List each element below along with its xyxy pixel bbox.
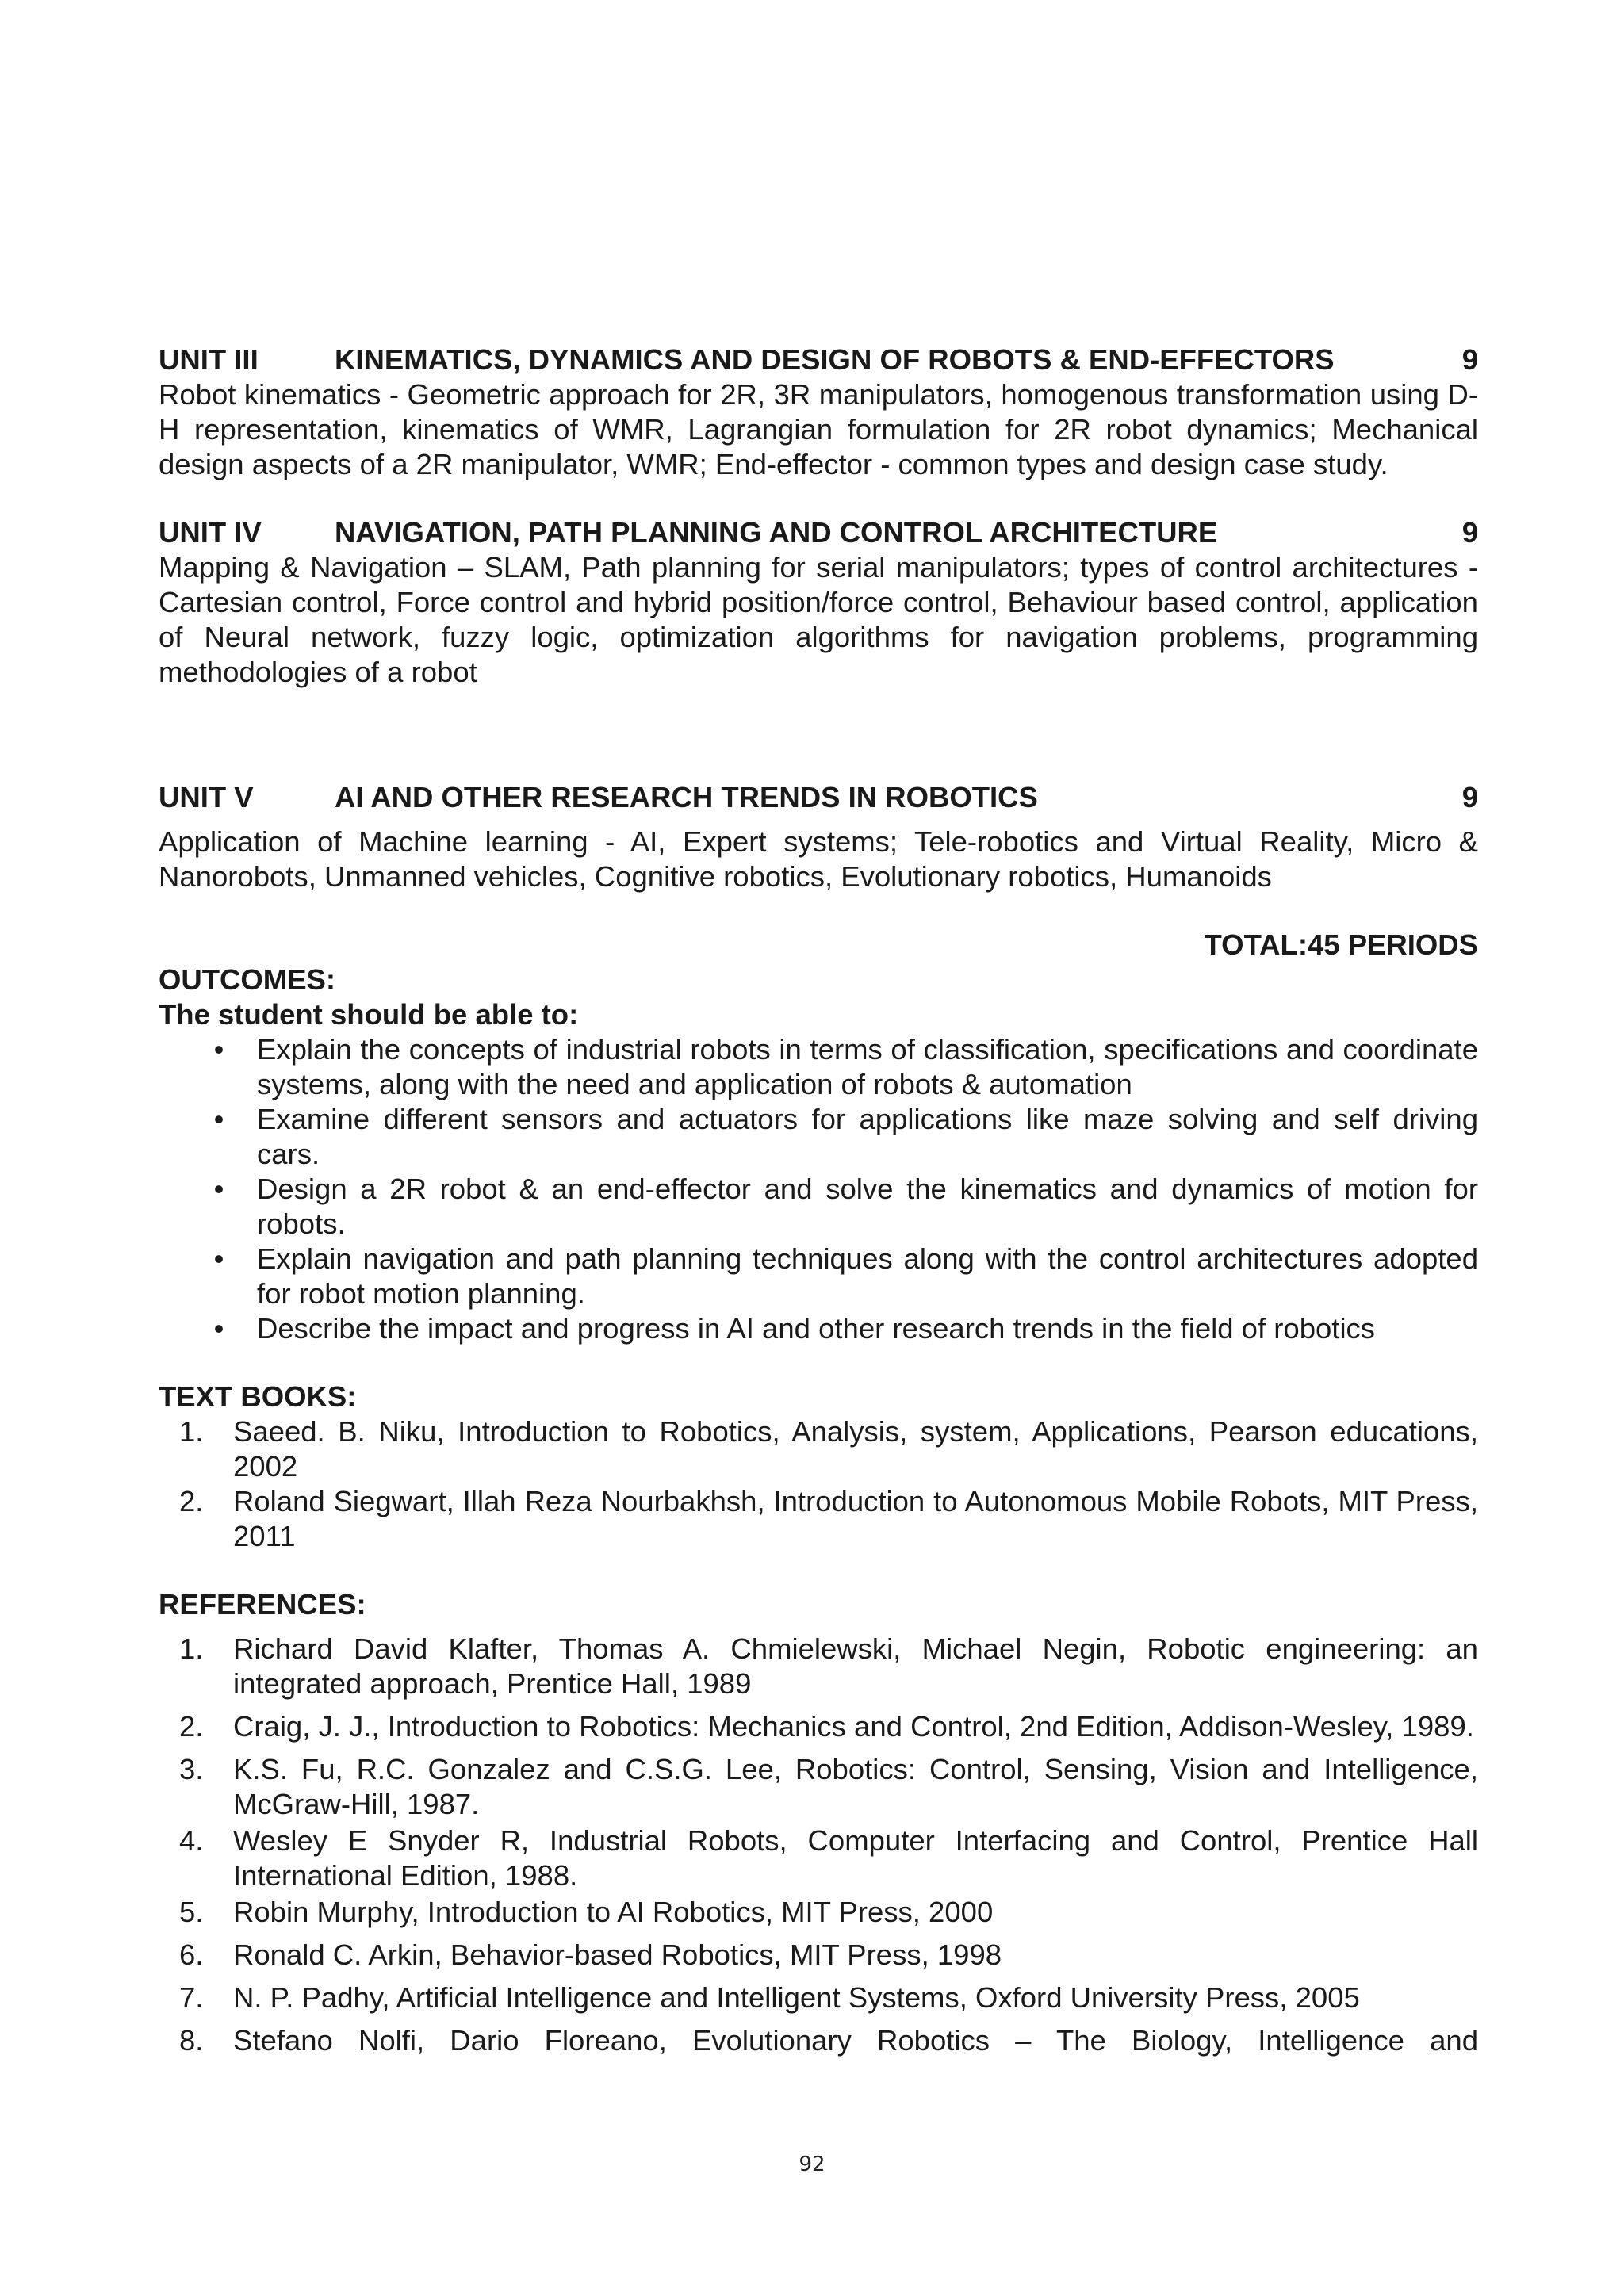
bullet-icon: • xyxy=(213,1033,224,1066)
reference-item xyxy=(159,1980,1478,2015)
unit-5-title: AI AND OTHER RESEARCH TRENDS IN ROBOTICS xyxy=(335,781,1038,813)
outcome-text: Explain navigation and path planning techniques along with the control architectures adopted for robot motion planning. xyxy=(257,1242,1478,1310)
reference-item xyxy=(159,1709,1478,1744)
unit-3-hours: 9 xyxy=(1461,343,1478,376)
unit-3-label: UNIT III xyxy=(159,343,259,376)
bullet-icon: • xyxy=(213,1312,224,1345)
references-heading: REFERENCES: xyxy=(159,1588,366,1621)
reference-text: Craig, J. J., Introduction to Robotics: Mechanics and Control, 2nd Edition, Addison-Wesley, 1989. xyxy=(233,1710,1474,1743)
total-periods: TOTAL:45 PERIODS xyxy=(1204,928,1478,961)
reference-text: Wesley E Snyder R, Industrial Robots, Computer Interfacing and Control, Prentice Hall International Edition, 1988. xyxy=(233,1824,1478,1892)
text-books-heading: TEXT BOOKS: xyxy=(159,1380,357,1413)
reference-text: Ronald C. Arkin, Behavior-based Robotics, MIT Press, 1998 xyxy=(233,1938,1002,1971)
text-book-item xyxy=(159,1484,1478,1554)
item-number: 2. xyxy=(179,1710,204,1743)
item-number: 4. xyxy=(179,1824,204,1857)
reference-text: N. P. Padhy, Artificial Intelligence and Intelligent Systems, Oxford University Press, 2005 xyxy=(233,1981,1360,2014)
item-number: 7. xyxy=(179,1981,204,2014)
outcomes-heading: OUTCOMES: xyxy=(159,963,336,996)
outcome-text: Design a 2R robot & an end-effector and solve the kinematics and dynamics of motion for robots. xyxy=(257,1173,1478,1240)
unit-5-heading xyxy=(159,780,1478,815)
unit-5-label: UNIT V xyxy=(159,781,254,813)
reference-item xyxy=(159,1752,1478,1822)
text-book-text: Saeed. B. Niku, Introduction to Robotics, Analysis, system, Applications, Pearson educations, 2002 xyxy=(233,1415,1478,1483)
unit-4-label: UNIT IV xyxy=(159,516,262,549)
outcome-text: Describe the impact and progress in AI and other research trends in the field of robotics xyxy=(257,1312,1376,1345)
unit-4-title: NAVIGATION, PATH PLANNING AND CONTROL ARCHITECTURE xyxy=(335,516,1218,549)
unit-3-text: Robot kinematics - Geometric approach for 2R, 3R manipulators, homogenous transformation using D-H representation, kinematics of WMR, Lagrangian formulation for 2R robot dynamics; Mechanical design aspects of a 2R manipulator, WMR; End-effector - common types and design case study. xyxy=(159,378,1478,480)
reference-text: K.S. Fu, R.C. Gonzalez and C.S.G. Lee, Robotics: Control, Sensing, Vision and Intelligence, McGraw-Hill, 1987. xyxy=(233,1753,1478,1820)
item-number: 1. xyxy=(179,1632,204,1665)
reference-item xyxy=(159,1895,1478,1930)
unit-5-text: Application of Machine learning - AI, Expert systems; Tele-robotics and Virtual Reality, Micro & Nanorobots, Unmanned vehicles, Cognitive robotics, Evolutionary robotics, Humanoids xyxy=(159,825,1478,893)
reference-text: Stefano Nolfi, Dario Floreano, Evolutionary Robotics – The Biology, Intelligence and xyxy=(233,2024,1478,2057)
text-books-list xyxy=(159,1414,1478,1554)
unit-3-heading xyxy=(159,342,1478,377)
unit-4-hours: 9 xyxy=(1461,516,1478,549)
bullet-icon: • xyxy=(213,1103,224,1135)
reference-text: Richard David Klafter, Thomas A. Chmielewski, Michael Negin, Robotic engineering: an integrated approach, Prentice Hall, 1989 xyxy=(233,1632,1478,1700)
outcome-item xyxy=(159,1311,1478,1346)
outcome-item xyxy=(159,1032,1478,1102)
bullet-icon: • xyxy=(213,1242,224,1275)
reference-item xyxy=(159,2023,1478,2058)
text-book-item xyxy=(159,1414,1478,1484)
unit-4-heading xyxy=(159,515,1478,550)
outcome-item xyxy=(159,1242,1478,1311)
item-number: 3. xyxy=(179,1753,204,1785)
reference-item xyxy=(159,1938,1478,1973)
item-number: 8. xyxy=(179,2024,204,2057)
outcomes-list xyxy=(159,1032,1478,1346)
reference-item xyxy=(159,1632,1478,1701)
outcome-text: Examine different sensors and actuators for applications like maze solving and self driving cars. xyxy=(257,1103,1478,1170)
unit-4-text: Mapping & Navigation – SLAM, Path planning for serial manipulators; types of control architectures - Cartesian control, Force control and hybrid position/force control, Behaviour based control, application of Neural network, fuzzy logic, optimization algorithms for navigation problems, programming methodologies of a robot xyxy=(159,551,1478,688)
unit-3-title: KINEMATICS, DYNAMICS AND DESIGN OF ROBOTS & END-EFFECTORS xyxy=(335,343,1335,376)
references-list xyxy=(159,1632,1478,2058)
unit-5-hours: 9 xyxy=(1461,781,1478,813)
outcomes-intro: The student should be able to: xyxy=(159,998,579,1031)
outcome-text: Explain the concepts of industrial robots in terms of classification, specifications and coordinate systems, along with the need and application of robots & automation xyxy=(257,1033,1478,1100)
item-number: 1. xyxy=(179,1415,204,1448)
reference-text: Robin Murphy, Introduction to AI Robotics, MIT Press, 2000 xyxy=(233,1896,994,1928)
bullet-icon: • xyxy=(213,1173,224,1205)
item-number: 6. xyxy=(179,1938,204,1971)
page-content xyxy=(159,342,1478,2058)
item-number: 2. xyxy=(179,1485,204,1517)
outcome-item xyxy=(159,1172,1478,1242)
item-number: 5. xyxy=(179,1896,204,1928)
reference-item xyxy=(159,1823,1478,1893)
text-book-text: Roland Siegwart, Illah Reza Nourbakhsh, Introduction to Autonomous Mobile Robots, MIT Press, 2011 xyxy=(233,1485,1478,1552)
page-number: 92 xyxy=(799,2152,825,2176)
outcome-item xyxy=(159,1102,1478,1172)
